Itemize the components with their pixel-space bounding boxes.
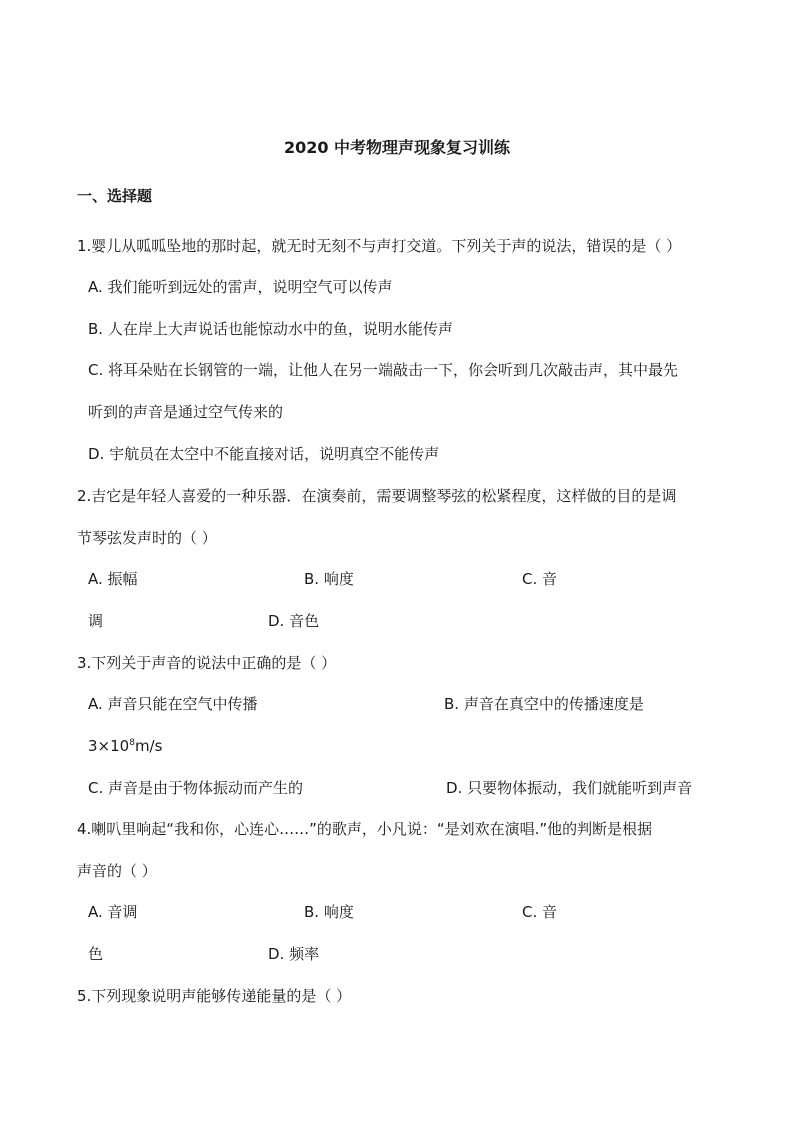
section-heading: 一、选择题 (77, 187, 153, 205)
question-4-option-a: A. 音调 (88, 903, 138, 921)
question-2-option-c-continued: 调 (88, 612, 104, 630)
question-3-option-c: C. 声音是由于物体振动而产生的 (88, 779, 304, 797)
page-title: 2020 中考物理声现象复习训练 (283, 138, 511, 157)
question-3-option-d: D. 只要物体振动，我们就能听到声音 (446, 779, 693, 797)
speed-exponent: 8 (129, 738, 135, 748)
question-2-option-d: D. 音色 (268, 612, 320, 630)
question-3-option-a: A. 声音只能在空气中传播 (88, 695, 258, 713)
question-3-option-b: B. 声音在真空中的传播速度是 (444, 695, 644, 713)
question-2-option-a: A. 振幅 (88, 570, 138, 588)
question-1-option-b: B. 人在岸上大声说话也能惊动水中的鱼，说明水能传声 (88, 320, 453, 338)
speed-base: 3×10 (88, 737, 130, 755)
speed-unit: m/s (134, 737, 163, 755)
question-1-option-c-continued: 听到的声音是通过空气传来的 (88, 403, 284, 421)
question-1-option-c: C. 将耳朵贴在长钢管的一端，让他人在另一端敲击一下，你会听到几次敲击声，其中最先 (88, 361, 679, 379)
question-1-option-a: A. 我们能听到远处的雷声，说明空气可以传声 (88, 278, 393, 296)
question-5-stem: 5.下列现象说明声能够传递能量的是（ ） (77, 987, 352, 1005)
question-2-option-b: B. 响度 (304, 570, 354, 588)
question-4-option-d: D. 频率 (268, 945, 320, 963)
question-4-option-b: B. 响度 (304, 903, 354, 921)
question-2-stem: 2.吉它是年轻人喜爱的一种乐器．在演奏前，需要调整琴弦的松紧程度，这样做的目的是调 (77, 487, 677, 505)
question-4-option-c-continued: 色 (88, 945, 104, 963)
question-1-option-d: D. 宇航员在太空中不能直接对话，说明真空不能传声 (88, 445, 440, 463)
question-1-stem: 1.婴儿从呱呱坠地的那时起，就无时无刻不与声打交道。下列关于声的说法，错误的是（ ） (77, 237, 682, 255)
question-4-stem-continued: 声音的（ ） (77, 862, 157, 880)
question-3-option-b-value (88, 736, 162, 756)
question-2-option-c: C. 音 (522, 570, 558, 588)
question-2-stem-continued: 节琴弦发声时的（ ） (77, 529, 217, 547)
question-4-option-c: C. 音 (522, 903, 558, 921)
question-3-stem: 3.下列关于声音的说法中正确的是（ ） (77, 654, 337, 672)
question-4-stem: 4.喇叭里响起“我和你，心连心……”的歌声，小凡说：“是刘欢在演唱.”他的判断是根据 (77, 820, 653, 838)
